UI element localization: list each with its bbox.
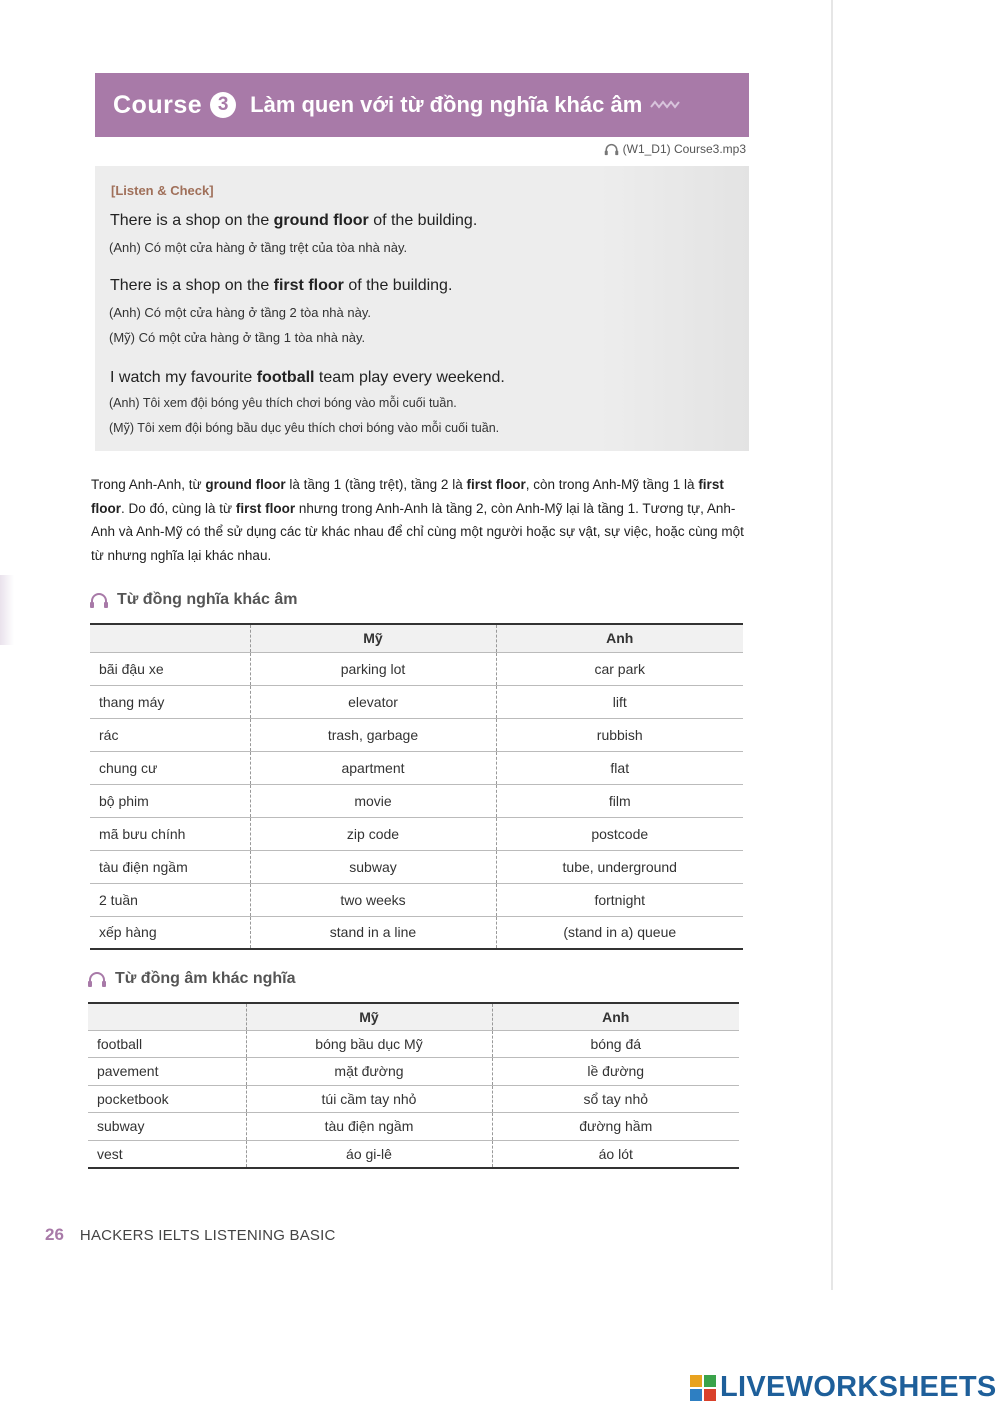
us-term-cell: zip code (250, 817, 496, 850)
audio-reference[interactable] (604, 142, 746, 156)
liveworksheets-logo-icon (690, 1375, 716, 1401)
us-term-cell: apartment (250, 751, 496, 784)
example-sentence-1: There is a shop on the ground floor of the building. (110, 212, 478, 229)
example-translation: (Anh) Có một cửa hàng ở tầng 2 tòa nhà này. (109, 305, 371, 320)
uk-term-cell: flat (496, 751, 743, 784)
header-uk: Anh (496, 624, 743, 652)
listen-check-box (95, 166, 749, 451)
course-word: Course (113, 90, 203, 119)
page-edge (831, 0, 833, 1290)
us-term-cell: stand in a line (250, 916, 496, 949)
vietnamese-meaning-cell: 2 tuần (90, 883, 250, 916)
table-row (90, 850, 743, 883)
show-through-shadow (599, 166, 749, 451)
us-term-cell: two weeks (250, 883, 496, 916)
synonyms-table (90, 623, 743, 950)
header-blank (90, 624, 250, 652)
synonyms-heading (89, 591, 298, 609)
example-translation: (Mỹ) Có một cửa hàng ở tầng 1 tòa nhà này. (109, 330, 366, 345)
explanation-paragraph: Trong Anh-Anh, từ ground floor là tầng 1 (tầng trệt), tầng 2 là first floor, còn trong Anh-Mỹ tầng 1 là first floor. Do đó, cùng là từ first floor nhưng trong Anh-Anh là tầng 2, còn Anh-Mỹ lại là tầng 1. Tương tự, Anh-Anh và Anh-Mỹ có thể sử dụng các từ khác nhau để chỉ cùng một người hoặc sự vật, sự việc, hoặc cùng một từ nhưng nghĩa lại khác nhau. (91, 477, 744, 563)
us-term-cell: elevator (250, 685, 496, 718)
uk-term-cell: (stand in a) queue (496, 916, 743, 949)
table-row (90, 784, 743, 817)
example-translation: (Anh) Tôi xem đội bóng yêu thích chơi bóng vào mỗi cuối tuần. (109, 396, 457, 410)
example-translation: (Mỹ) Tôi xem đội bóng bầu dục yêu thích chơi bóng vào mỗi cuối tuần. (109, 421, 500, 435)
homonyms-heading-label: Từ đồng âm khác nghĩa (115, 970, 296, 987)
us-term-cell: tàu điện ngầm (246, 1113, 492, 1141)
scan-smudge (0, 575, 14, 645)
table-row (90, 883, 743, 916)
headphones-icon[interactable] (89, 592, 109, 609)
table-row (88, 1113, 739, 1141)
book-title: HACKERS IELTS LISTENING BASIC (79, 1227, 336, 1244)
table-header-row (90, 624, 743, 652)
uk-term-cell: áo lót (492, 1140, 739, 1168)
us-term-cell: áo gi-lê (246, 1140, 492, 1168)
course-title: Làm quen với từ đồng nghĩa khác âm (250, 92, 643, 117)
vietnamese-meaning-cell: tàu điện ngầm (90, 850, 250, 883)
us-term-cell: túi cầm tay nhỏ (246, 1085, 492, 1113)
vietnamese-meaning-cell: subway (88, 1113, 246, 1141)
page-number: 26 (45, 1225, 64, 1244)
vietnamese-meaning-cell: bãi đậu xe (90, 652, 250, 685)
uk-term-cell: đường hầm (492, 1113, 739, 1141)
vietnamese-meaning-cell: vest (88, 1140, 246, 1168)
us-term-cell: subway (250, 850, 496, 883)
uk-term-cell: tube, underground (496, 850, 743, 883)
table-row (90, 685, 743, 718)
uk-term-cell: car park (496, 652, 743, 685)
uk-term-cell: lề đường (492, 1058, 739, 1086)
us-term-cell: bóng bầu dục Mỹ (246, 1030, 492, 1058)
table-row (88, 1140, 739, 1168)
header-us: Mỹ (250, 624, 496, 652)
table-row (88, 1058, 739, 1086)
vietnamese-meaning-cell: football (88, 1030, 246, 1058)
table-row (90, 751, 743, 784)
page-footer (45, 1225, 336, 1245)
wave-icon (650, 99, 680, 111)
uk-term-cell: lift (496, 685, 743, 718)
uk-term-cell: rubbish (496, 718, 743, 751)
example-sentence-2: There is a shop on the first floor of the building. (110, 277, 453, 294)
header-blank (88, 1003, 246, 1030)
vietnamese-meaning-cell: xếp hàng (90, 916, 250, 949)
uk-term-cell: postcode (496, 817, 743, 850)
homonyms-table (88, 1002, 739, 1169)
course-number-badge: 3 (210, 92, 236, 118)
liveworksheets-brand[interactable] (690, 1371, 997, 1404)
vietnamese-meaning-cell: rác (90, 718, 250, 751)
homonyms-heading (87, 970, 296, 988)
us-term-cell: parking lot (250, 652, 496, 685)
table-header-row (88, 1003, 739, 1030)
headphones-icon (604, 143, 619, 156)
vietnamese-meaning-cell: pavement (88, 1058, 246, 1086)
table-row (88, 1030, 739, 1058)
table-row (90, 718, 743, 751)
vietnamese-meaning-cell: mã bưu chính (90, 817, 250, 850)
uk-term-cell: sổ tay nhỏ (492, 1085, 739, 1113)
audio-filename: (W1_D1) Course3.mp3 (622, 142, 746, 156)
header-us: Mỹ (246, 1003, 492, 1030)
table-row (90, 652, 743, 685)
vietnamese-meaning-cell: thang máy (90, 685, 250, 718)
uk-term-cell: fortnight (496, 883, 743, 916)
vietnamese-meaning-cell: pocketbook (88, 1085, 246, 1113)
us-term-cell: mặt đường (246, 1058, 492, 1086)
headphones-icon[interactable] (87, 971, 107, 988)
vietnamese-meaning-cell: chung cư (90, 751, 250, 784)
listen-check-label: [Listen & Check] (111, 183, 214, 198)
example-sentence-3: I watch my favourite football team play every weekend. (110, 369, 505, 386)
us-term-cell: trash, garbage (250, 718, 496, 751)
synonyms-heading-label: Từ đồng nghĩa khác âm (117, 591, 298, 608)
uk-term-cell: bóng đá (492, 1030, 739, 1058)
uk-term-cell: film (496, 784, 743, 817)
course-banner (95, 73, 749, 137)
example-translation: (Anh) Có một cửa hàng ở tầng trệt của tòa nhà này. (109, 240, 408, 255)
table-row (88, 1085, 739, 1113)
table-row (90, 817, 743, 850)
vietnamese-meaning-cell: bộ phim (90, 784, 250, 817)
header-uk: Anh (492, 1003, 739, 1030)
brand-text: LIVEWORKSHEETS (720, 1371, 997, 1403)
table-row (90, 916, 743, 949)
us-term-cell: movie (250, 784, 496, 817)
